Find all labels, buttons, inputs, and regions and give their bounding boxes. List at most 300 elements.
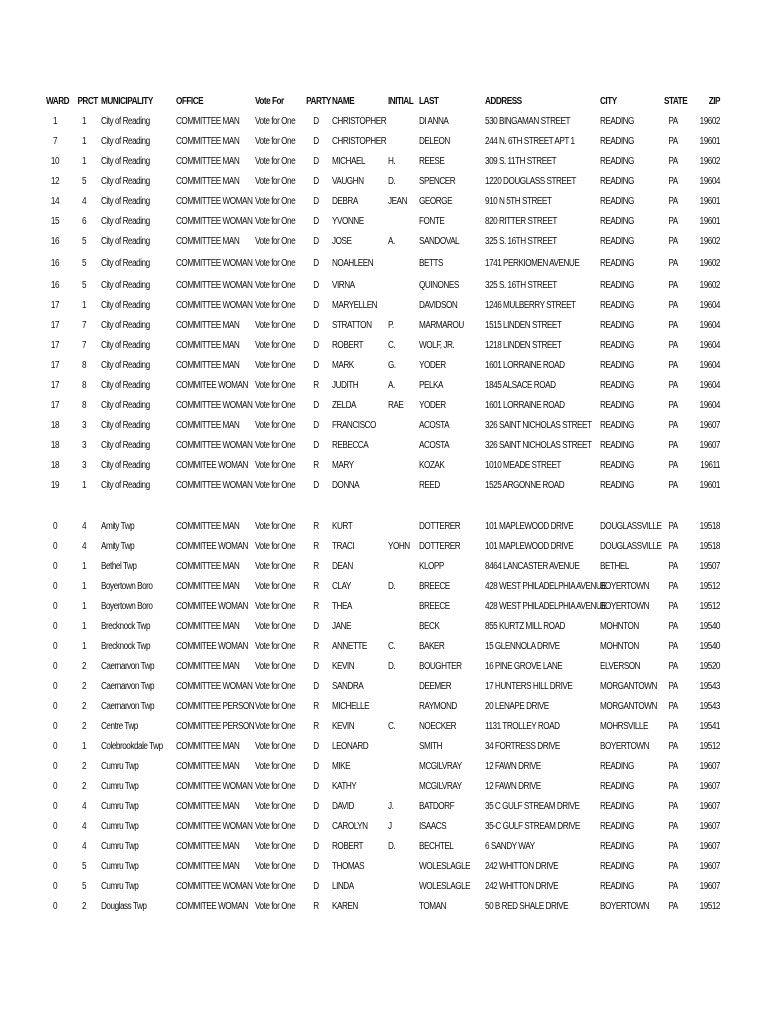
table-row — [0, 657, 770, 677]
cell-vote-for: Vote for One — [255, 196, 296, 207]
cell-ward: 0 — [52, 701, 58, 712]
cell-state: PA — [668, 480, 678, 491]
cell-first-name: CHRISTOPHER — [332, 116, 387, 127]
cell-address: 1515 LINDEN STREET — [485, 320, 562, 331]
cell-municipality: Centre Twp — [101, 721, 138, 732]
cell-address: 1246 MULBERRY STREET — [485, 300, 576, 311]
cell-ward: 0 — [52, 881, 58, 892]
cell-prct: 1 — [81, 156, 87, 167]
cell-state: PA — [668, 541, 678, 552]
table-row — [0, 456, 770, 476]
cell-address: 12 FAWN DRIVE — [485, 761, 541, 772]
cell-state: PA — [668, 901, 678, 912]
table-row — [0, 336, 770, 356]
table-row — [0, 112, 770, 132]
cell-office: COMMITTEE MAN — [176, 176, 240, 187]
cell-municipality: Cumru Twp — [101, 841, 139, 852]
cell-first-name: TRACI — [332, 541, 355, 552]
cell-prct: 2 — [81, 761, 87, 772]
cell-prct: 2 — [81, 781, 87, 792]
table-row — [0, 316, 770, 336]
cell-zip: 19611 — [700, 460, 720, 471]
cell-vote-for: Vote for One — [255, 741, 296, 752]
cell-party: D — [313, 440, 319, 451]
cell-ward: 16 — [50, 236, 60, 247]
cell-vote-for: Vote for One — [255, 156, 296, 167]
cell-vote-for: Vote for One — [255, 320, 296, 331]
table-row — [0, 597, 770, 617]
cell-initial — [388, 476, 413, 496]
cell-office: COMMITTEE MAN — [176, 561, 240, 572]
cell-last-name: DEEMER — [419, 681, 452, 692]
cell-city: READING — [600, 320, 634, 331]
table-row — [0, 152, 770, 172]
cell-prct: 5 — [81, 280, 87, 291]
cell-state: PA — [668, 400, 678, 411]
cell-party: R — [313, 581, 319, 592]
cell-prct: 1 — [81, 621, 87, 632]
cell-address: 820 RITTER STREET — [485, 216, 557, 227]
cell-city: MOHNTON — [600, 621, 639, 632]
cell-vote-for: Vote for One — [255, 841, 296, 852]
cell-last-name: REED — [419, 480, 440, 491]
cell-last-name: FONTE — [419, 216, 445, 227]
cell-zip: 19602 — [699, 280, 720, 291]
cell-municipality: Caernarvon Twp — [101, 681, 155, 692]
cell-municipality: City of Reading — [101, 360, 150, 371]
cell-zip: 19604 — [699, 300, 720, 311]
cell-vote-for: Vote for One — [255, 721, 296, 732]
cell-state: PA — [668, 821, 678, 832]
cell-initial: YOHN — [388, 541, 410, 552]
cell-prct: 2 — [81, 701, 87, 712]
cell-office: COMMITTEE WOMAN — [176, 440, 253, 451]
cell-municipality: Colebrookdale Twp — [101, 741, 163, 752]
cell-state: PA — [668, 781, 678, 792]
cell-prct: 2 — [81, 661, 87, 672]
cell-initial — [388, 557, 413, 577]
cell-municipality: Amity Twp — [101, 521, 135, 532]
cell-office: COMMITTEE MAN — [176, 136, 240, 147]
table-row — [0, 717, 770, 737]
cell-zip: 19607 — [699, 761, 720, 772]
cell-office: COMMITTEE MAN — [176, 360, 240, 371]
cell-vote-for: Vote for One — [255, 236, 296, 247]
cell-zip: 19607 — [699, 881, 720, 892]
cell-last-name: BOUGHTER — [419, 661, 462, 672]
cell-office: COMMITTEE MAN — [176, 841, 240, 852]
cell-party: D — [313, 400, 319, 411]
cell-first-name: YVONNE — [332, 216, 364, 227]
cell-ward: 0 — [52, 741, 58, 752]
cell-city: MOHNTON — [600, 641, 639, 652]
cell-address: 50 B RED SHALE DRIVE — [485, 901, 569, 912]
cell-ward: 0 — [52, 661, 58, 672]
cell-ward: 0 — [52, 861, 58, 872]
cell-vote-for: Vote for One — [255, 521, 296, 532]
cell-prct: 1 — [81, 300, 87, 311]
table-row — [0, 537, 770, 557]
cell-zip: 19604 — [699, 320, 720, 331]
cell-prct: 5 — [81, 176, 87, 187]
cell-last-name: TOMAN — [419, 901, 447, 912]
cell-office: COMMITTEE MAN — [176, 741, 240, 752]
cell-initial — [388, 617, 413, 637]
cell-state: PA — [668, 681, 678, 692]
cell-state: PA — [668, 741, 678, 752]
cell-office: COMMITEE WOMAN — [176, 541, 248, 552]
cell-initial: JEAN — [388, 196, 408, 207]
cell-zip: 19604 — [699, 380, 720, 391]
cell-ward: 0 — [52, 841, 58, 852]
cell-address: 101 MAPLEWOOD DRIVE — [485, 521, 574, 532]
cell-initial — [388, 517, 413, 537]
cell-first-name: JOSE — [332, 236, 352, 247]
cell-office: COMMITTEE MAN — [176, 236, 240, 247]
cell-state: PA — [668, 196, 678, 207]
cell-ward: 0 — [52, 561, 58, 572]
cell-prct: 7 — [81, 340, 87, 351]
cell-state: PA — [668, 440, 678, 451]
cell-office: COMMITEE WOMAN — [176, 380, 248, 391]
cell-last-name: YODER — [419, 400, 446, 411]
table-row — [0, 797, 770, 817]
cell-prct: 5 — [81, 881, 87, 892]
cell-first-name: THEA — [332, 601, 352, 612]
cell-party: D — [313, 258, 319, 269]
cell-last-name: ACOSTA — [419, 440, 450, 451]
header-party: PARTY — [306, 96, 331, 107]
cell-initial — [388, 456, 413, 476]
cell-ward: 7 — [52, 136, 58, 147]
cell-city: READING — [600, 380, 634, 391]
cell-first-name: ROBERT — [332, 340, 364, 351]
cell-zip: 19601 — [699, 196, 720, 207]
cell-last-name: NOECKER — [419, 721, 457, 732]
cell-initial: C. — [388, 721, 396, 732]
cell-municipality: Boyertown Boro — [101, 581, 153, 592]
cell-ward: 15 — [50, 216, 60, 227]
cell-address: 309 S. 11TH STREET — [485, 156, 557, 167]
cell-city: READING — [600, 280, 634, 291]
cell-city: DOUGLASSVILLE — [600, 521, 662, 532]
cell-last-name: PELKA — [419, 380, 443, 391]
cell-prct: 1 — [81, 116, 87, 127]
cell-city: READING — [600, 176, 634, 187]
cell-vote-for: Vote for One — [255, 561, 296, 572]
cell-first-name: CHRISTOPHER — [332, 136, 387, 147]
cell-zip: 19543 — [699, 701, 720, 712]
cell-party: D — [313, 136, 319, 147]
cell-vote-for: Vote for One — [255, 300, 296, 311]
cell-city: READING — [600, 136, 634, 147]
cell-zip: 19607 — [699, 841, 720, 852]
cell-ward: 10 — [50, 156, 60, 167]
cell-first-name: ZELDA — [332, 400, 356, 411]
cell-last-name: ACOSTA — [419, 420, 450, 431]
cell-initial: A. — [388, 236, 395, 247]
cell-address: 1131 TROLLEY ROAD — [485, 721, 560, 732]
cell-state: PA — [668, 521, 678, 532]
table-row — [0, 877, 770, 897]
cell-prct: 4 — [81, 521, 87, 532]
cell-office: COMMITTEE WOMAN — [176, 216, 253, 227]
cell-zip: 19607 — [699, 440, 720, 451]
header-row — [0, 92, 770, 112]
cell-initial: D. — [388, 841, 396, 852]
cell-first-name: VIRNA — [332, 280, 355, 291]
cell-ward: 12 — [50, 176, 60, 187]
cell-initial — [388, 597, 413, 617]
cell-address: 855 KURTZ MILL ROAD — [485, 621, 565, 632]
cell-address: 6 SANDY WAY — [485, 841, 535, 852]
cell-initial — [388, 737, 413, 757]
cell-vote-for: Vote for One — [255, 176, 296, 187]
cell-prct: 4 — [81, 801, 87, 812]
cell-ward: 0 — [52, 581, 58, 592]
cell-municipality: City of Reading — [101, 380, 150, 391]
cell-party: D — [313, 881, 319, 892]
cell-address: 325 S. 16TH STREET — [485, 236, 557, 247]
cell-vote-for: Vote for One — [255, 681, 296, 692]
cell-ward: 0 — [52, 601, 58, 612]
cell-address: 1010 MEADE STREET — [485, 460, 561, 471]
cell-office: COMMITTEE WOMAN — [176, 400, 253, 411]
cell-party: R — [313, 601, 319, 612]
cell-vote-for: Vote for One — [255, 701, 296, 712]
cell-ward: 0 — [52, 781, 58, 792]
cell-city: MORGANTOWN — [600, 701, 657, 712]
cell-municipality: City of Reading — [101, 300, 150, 311]
cell-city: READING — [600, 420, 634, 431]
cell-zip: 19541 — [699, 721, 720, 732]
cell-ward: 17 — [50, 380, 60, 391]
cell-party: D — [313, 420, 319, 431]
cell-party: D — [313, 116, 319, 127]
cell-party: D — [313, 320, 319, 331]
cell-party: D — [313, 621, 319, 632]
cell-office: COMMITTEE WOMAN — [176, 821, 253, 832]
cell-municipality: Caernarvon Twp — [101, 661, 155, 672]
cell-office: COMMITTEE WOMAN — [176, 781, 253, 792]
cell-last-name: WOLESLAGLE — [419, 881, 471, 892]
cell-zip: 19540 — [699, 621, 720, 632]
header-ward: WARD — [45, 96, 70, 107]
cell-municipality: City of Reading — [101, 136, 150, 147]
cell-last-name: BETTS — [419, 258, 443, 269]
cell-vote-for: Vote for One — [255, 216, 296, 227]
cell-city: READING — [600, 881, 634, 892]
cell-state: PA — [668, 801, 678, 812]
cell-last-name: BAKER — [419, 641, 445, 652]
cell-municipality: City of Reading — [101, 460, 150, 471]
cell-office: COMMITTEE WOMAN — [176, 681, 253, 692]
cell-last-name: MCGILVRAY — [419, 761, 462, 772]
cell-address: 1525 ARGONNE ROAD — [485, 480, 565, 491]
cell-state: PA — [668, 701, 678, 712]
cell-office: COMMITTEE PERSON — [176, 721, 255, 732]
cell-ward: 17 — [50, 320, 60, 331]
cell-address: 1601 LORRAINE ROAD — [485, 400, 565, 411]
cell-address: 12 FAWN DRIVE — [485, 781, 541, 792]
cell-office: COMMITEE WOMAN — [176, 641, 248, 652]
table-row — [0, 212, 770, 232]
cell-city: READING — [600, 400, 634, 411]
cell-state: PA — [668, 861, 678, 872]
cell-first-name: LEONARD — [332, 741, 369, 752]
cell-last-name: WOLF, JR. — [419, 340, 455, 351]
cell-last-name: BREECE — [419, 601, 450, 612]
cell-vote-for: Vote for One — [255, 440, 296, 451]
cell-initial — [388, 677, 413, 697]
cell-city: BOYERTOWN — [600, 581, 650, 592]
cell-zip: 19602 — [699, 258, 720, 269]
cell-office: COMMITTEE MAN — [176, 340, 240, 351]
cell-initial: C. — [388, 641, 396, 652]
cell-zip: 19601 — [699, 216, 720, 227]
cell-ward: 14 — [50, 196, 60, 207]
cell-first-name: MARK — [332, 360, 354, 371]
cell-office: COMMITTEE WOMAN — [176, 258, 253, 269]
cell-prct: 4 — [81, 196, 87, 207]
cell-city: READING — [600, 460, 634, 471]
cell-zip: 19607 — [699, 801, 720, 812]
cell-ward: 0 — [52, 901, 58, 912]
cell-prct: 1 — [81, 480, 87, 491]
cell-ward: 0 — [52, 801, 58, 812]
cell-zip: 19601 — [699, 480, 720, 491]
cell-vote-for: Vote for One — [255, 380, 296, 391]
cell-ward: 19 — [50, 480, 60, 491]
cell-office: COMMITTEE PERSON — [176, 701, 255, 712]
cell-office: COMMITTEE MAN — [176, 320, 240, 331]
cell-state: PA — [668, 320, 678, 331]
cell-initial — [388, 897, 413, 917]
cell-vote-for: Vote for One — [255, 881, 296, 892]
cell-party: D — [313, 741, 319, 752]
cell-vote-for: Vote for One — [255, 400, 296, 411]
cell-city: MORGANTOWN — [600, 681, 657, 692]
cell-first-name: KEVIN — [332, 721, 355, 732]
cell-office: COMMITTEE MAN — [176, 761, 240, 772]
cell-prct: 8 — [81, 400, 87, 411]
cell-zip: 19607 — [699, 781, 720, 792]
cell-first-name: JANE — [332, 621, 352, 632]
cell-zip: 19518 — [699, 541, 720, 552]
cell-initial: J. — [388, 801, 394, 812]
cell-state: PA — [668, 581, 678, 592]
cell-party: D — [313, 861, 319, 872]
cell-zip: 19604 — [699, 360, 720, 371]
cell-municipality: City of Reading — [101, 400, 150, 411]
cell-municipality: Douglass Twp — [101, 901, 147, 912]
cell-city: BOYERTOWN — [600, 601, 650, 612]
table-row — [0, 356, 770, 376]
cell-ward: 0 — [52, 761, 58, 772]
header-prct: PRCT — [77, 96, 98, 107]
table-row — [0, 557, 770, 577]
cell-address: 17 HUNTERS HILL DRIVE — [485, 681, 573, 692]
cell-zip: 19512 — [699, 581, 720, 592]
cell-vote-for: Vote for One — [255, 861, 296, 872]
cell-office: COMMITTEE WOMAN — [176, 300, 253, 311]
cell-city: READING — [600, 861, 634, 872]
cell-last-name: KLOPP — [419, 561, 444, 572]
table-row — [0, 577, 770, 597]
cell-party: D — [313, 196, 319, 207]
cell-municipality: Boyertown Boro — [101, 601, 153, 612]
cell-initial: D. — [388, 661, 396, 672]
cell-office: COMMITTEE MAN — [176, 621, 240, 632]
cell-address: 101 MAPLEWOOD DRIVE — [485, 541, 574, 552]
cell-municipality: Cumru Twp — [101, 781, 139, 792]
cell-zip: 19604 — [699, 340, 720, 351]
cell-city: READING — [600, 480, 634, 491]
cell-vote-for: Vote for One — [255, 258, 296, 269]
cell-first-name: CLAY — [332, 581, 351, 592]
cell-vote-for: Vote for One — [255, 360, 296, 371]
cell-zip: 19601 — [699, 136, 720, 147]
cell-prct: 1 — [81, 561, 87, 572]
cell-prct: 4 — [81, 841, 87, 852]
cell-vote-for: Vote for One — [255, 136, 296, 147]
cell-prct: 6 — [81, 216, 87, 227]
cell-initial — [388, 857, 413, 877]
cell-last-name: GEORGE — [419, 196, 453, 207]
cell-prct: 2 — [81, 681, 87, 692]
cell-address: 15 GLENNOLA DRIVE — [485, 641, 560, 652]
cell-state: PA — [668, 841, 678, 852]
cell-party: D — [313, 821, 319, 832]
cell-city: DOUGLASSVILLE — [600, 541, 662, 552]
cell-first-name: LINDA — [332, 881, 354, 892]
cell-first-name: MICHAEL — [332, 156, 366, 167]
cell-city: MOHRSVILLE — [600, 721, 648, 732]
cell-first-name: SANDRA — [332, 681, 364, 692]
cell-vote-for: Vote for One — [255, 116, 296, 127]
cell-ward: 17 — [50, 300, 60, 311]
cell-first-name: KURT — [332, 521, 353, 532]
cell-address: 20 LENAPE DRIVE — [485, 701, 549, 712]
cell-ward: 0 — [52, 541, 58, 552]
table-row — [0, 476, 770, 496]
cell-vote-for: Vote for One — [255, 621, 296, 632]
cell-address: 1601 LORRAINE ROAD — [485, 360, 565, 371]
cell-last-name: DELEON — [419, 136, 450, 147]
cell-last-name: BECK — [419, 621, 440, 632]
cell-prct: 1 — [81, 741, 87, 752]
cell-ward: 0 — [52, 621, 58, 632]
cell-first-name: MIKE — [332, 761, 351, 772]
table-row — [0, 276, 770, 296]
cell-party: R — [313, 541, 319, 552]
cell-municipality: City of Reading — [101, 156, 150, 167]
table-row — [0, 396, 770, 416]
cell-zip: 19543 — [699, 681, 720, 692]
cell-municipality: City of Reading — [101, 116, 150, 127]
cell-prct: 2 — [81, 721, 87, 732]
cell-zip: 19607 — [699, 821, 720, 832]
cell-ward: 17 — [50, 340, 60, 351]
cell-state: PA — [668, 360, 678, 371]
cell-address: 1220 DOUGLASS STREET — [485, 176, 576, 187]
cell-first-name: ANNETTE — [332, 641, 367, 652]
cell-municipality: Cumru Twp — [101, 881, 139, 892]
cell-zip: 19520 — [699, 661, 720, 672]
cell-vote-for: Vote for One — [255, 781, 296, 792]
cell-initial — [388, 416, 413, 436]
cell-municipality: Amity Twp — [101, 541, 135, 552]
